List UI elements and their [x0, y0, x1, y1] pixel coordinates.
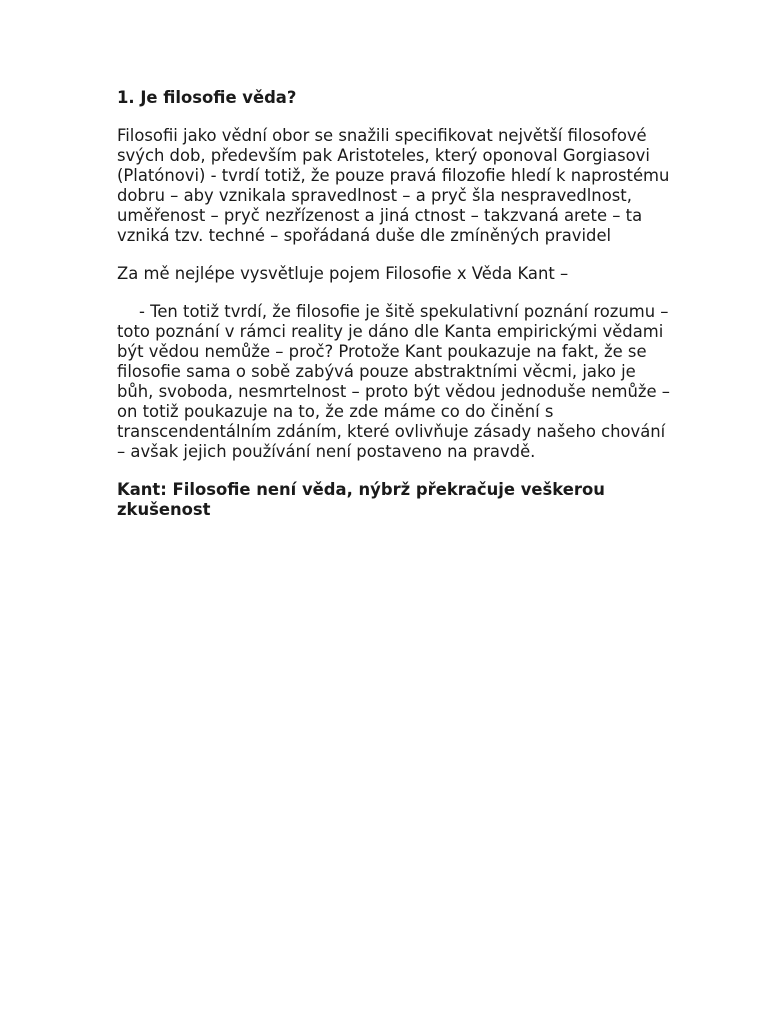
section-heading: 1. Je filosofie věda? [117, 88, 297, 107]
paragraph-kant-argument: - Ten totiž tvrdí, že filosofie je šitě spekulativní poznání rozumu – toto poznání v rámci reality je dáno dle Kanta empirickými vědami být vědou nemůže – proč? Protože Kant poukazuje na fakt, že se filosofie sama o sobě zabývá pouze abstraktními věcmi, jako je bůh, svoboda, nesmrtelnost – proto být vědou jednoduše nemůže – on totiž poukazuje na to, že zde máme co do činění s transcendentálním zdáním, které ovlivňuje zásady našeho chování – avšak jejich používání není postaveno na pravdě. [117, 302, 670, 461]
paragraph-intro: Filosofii jako vědní obor se snažili specifikovat největší filosofové svých dob, především pak Aristoteles, který oponoval Gorgiasovi (Platónovi) - tvrdí totiž, že pouze pravá filozofie hledí k naprostému dobru – aby vznikala spravedlnost – a pryč šla nespravedlnost, uměřenost – pryč nezřízenost a jiná ctnost – takzvaná arete – ta vzniká tzv. techné – spořádaná duše dle zmíněných pravidel [117, 126, 670, 245]
document-page [117, 88, 677, 520]
conclusion-statement: Kant: Filosofie není věda, nýbrž překračuje veškerou zkušenost [117, 480, 605, 519]
paragraph-kant-lead: Za mě nejlépe vysvětluje pojem Filosofie x Věda Kant – [117, 264, 569, 283]
